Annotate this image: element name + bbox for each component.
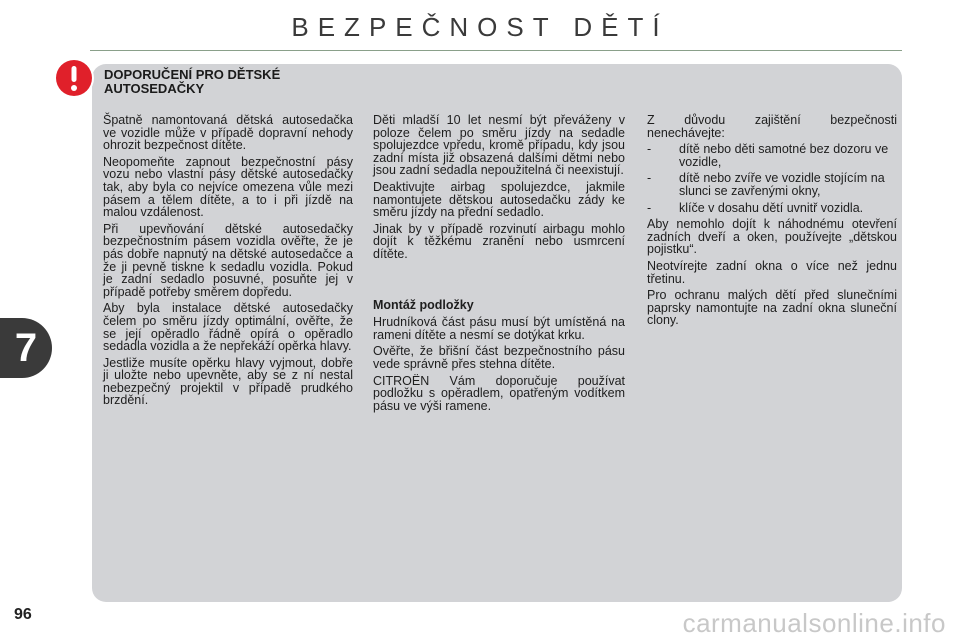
title-divider [90, 50, 902, 51]
paragraph: Ověřte, že břišní část bezpečnostního pásu vede správně přes stehna dítěte. [373, 344, 625, 371]
paragraph: Neotvírejte zadní okna o více než jednu třetinu. [647, 258, 897, 286]
dash-list [647, 143, 897, 214]
paragraph: Pro ochranu malých dětí před slunečními paprsky namontujte na zadní okna sluneční clony. [647, 288, 897, 328]
watermark: carmanualsonline.info [682, 608, 946, 638]
paragraph: Jestliže musíte opěrku hlavy vyjmout, dobře ji uložte nebo upevněte, aby se z ní nestal nebezpečný projektil v případě prudkého brzdění. [103, 355, 353, 408]
paragraph: CITROËN Vám doporučuje používat podložku s opěradlem, opatřeným vodítkem pásu ve výši ramene. [373, 373, 625, 413]
list-item: - dítě nebo zvíře ve vozidle stojícím na slunci se zavřenými okny, [647, 172, 897, 197]
paragraph: Děti mladší 10 let nesmí být převáženy v poloze čelem po směru jízdy na sedadle spolujezdce vpředu, kromě případu, kdy jsou zadní místa již obsazená dalšími dětmi nebo jsou zadní sedadla nepoužitelná či neexistují. [373, 113, 625, 178]
paragraph: Deaktivujte airbag spolujezdce, jakmile namontujete dětskou autosedačku zády ke směru jízdy na přední sedadlo. [373, 179, 625, 220]
paragraph: Aby byla instalace dětské autosedačky čelem po směru jízdy optimální, ověřte, že se její opěradlo řádně opírá o opěradlo sedadla vozidla a že nepřekáží opěrka hlavy. [103, 301, 353, 354]
list-item: - dítě nebo děti samotné bez dozoru ve vozidle, [647, 143, 897, 168]
subheading: Montáž podložky [373, 297, 474, 312]
paragraph: Neopomeňte zapnout bezpečnostní pásy vozu nebo vlastní pásy dětské autosedačky tak, aby byla co nejvíce omezena vůle mezi pásem a tělem dítěte, a to i při jízdě na malou vzdálenost. [103, 154, 353, 220]
exclamation-glyph [56, 60, 92, 96]
paragraph: Při upevňování dětské autosedačky bezpečnostním pásem vozidla ověřte, že je pás dobře napnutý na dětské autosedačce a že ji pevně tiskne k sedadlu vozidla. Pokud je zadní sedadlo posuvné, posuňte jej v případě potřeby směrem dopředu. [103, 221, 353, 299]
list-item: - klíče v dosahu dětí uvnitř vozidla. [647, 202, 897, 215]
section-heading: DOPORUČENÍ PRO DĚTSKÉ AUTOSEDAČKY [104, 67, 281, 96]
chapter-tab: 7 [0, 318, 52, 378]
column-1 [103, 114, 353, 411]
paragraph: Hrudníková část pásu musí být umístěná na rameni dítěte a nesmí se dotýkat krku. [373, 315, 625, 342]
exclamation-circle-icon [56, 60, 92, 96]
paragraph: Z důvodu zajištění bezpečnosti nenechávejte: [647, 113, 897, 140]
paragraph: Aby nemohlo dojít k náhodnému otevření zadních dveří a oken, používejte „dětskou pojistku“. [647, 217, 897, 257]
column-3 [647, 114, 897, 331]
page-number: 96 [14, 606, 32, 623]
paragraph: Špatně namontovaná dětská autosedačka ve vozidle může v případě dopravní nehody ohrozit bezpečnost dítěte. [103, 113, 353, 153]
paragraph: Jinak by v případě rozvinutí airbagu mohlo dojít k těžkému zranění nebo usmrcení dítěte. [373, 221, 625, 261]
column-2 [373, 114, 625, 416]
page-title: BEZPEČNOST DĚTÍ [291, 12, 669, 42]
